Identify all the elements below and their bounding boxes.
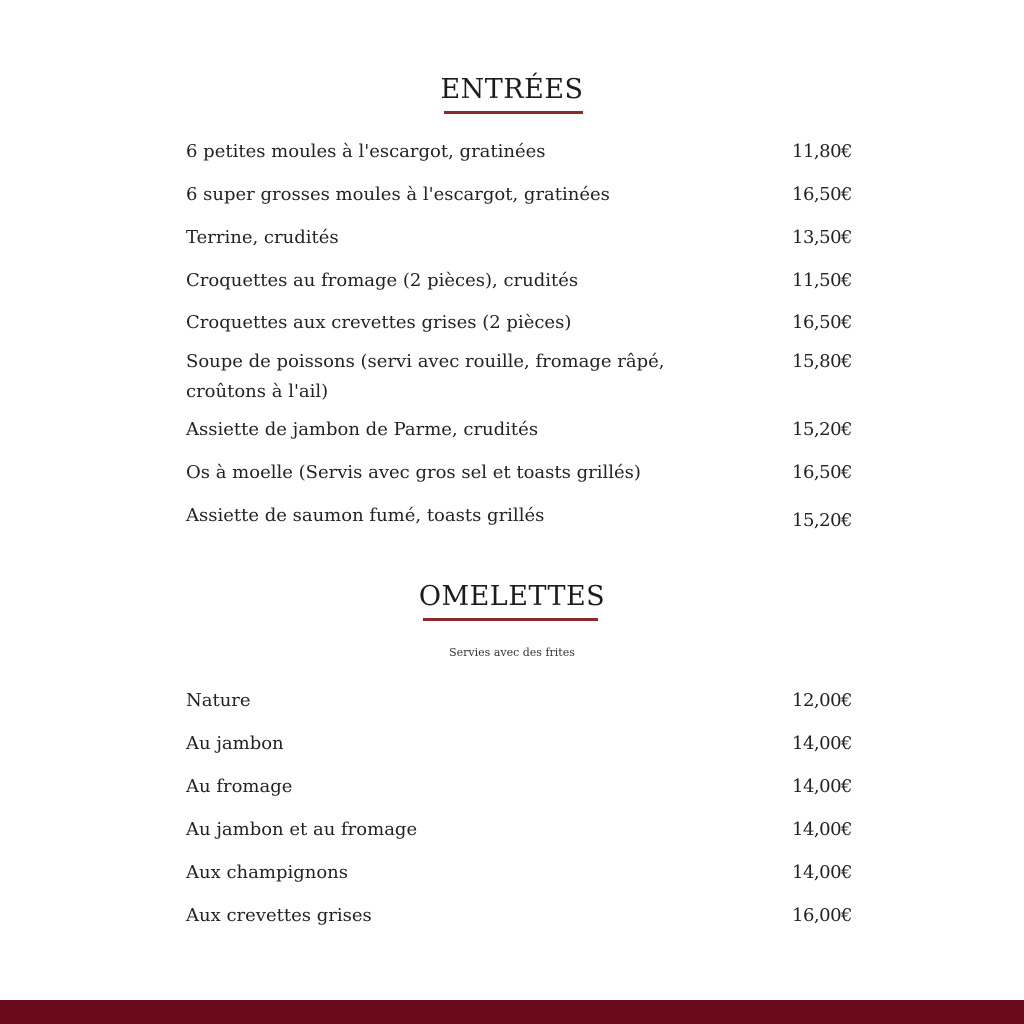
menu-item-price: 14,00€ <box>792 819 852 840</box>
entrees-underline <box>444 111 583 114</box>
menu-item-name: 6 super grosses moules à l'escargot, gratinées <box>186 184 610 205</box>
menu-item-name: Croquettes aux crevettes grises (2 pièces) <box>186 312 572 333</box>
menu-item-price: 11,80€ <box>792 141 852 162</box>
menu-item-name: Aux champignons <box>186 862 348 883</box>
menu-item-price: 16,00€ <box>792 905 852 926</box>
menu-item-price: 15,20€ <box>792 510 852 531</box>
menu-item-name: Assiette de saumon fumé, toasts grillés <box>186 505 545 526</box>
omelettes-title: OMELETTES <box>418 581 606 612</box>
menu-item-name: Terrine, crudités <box>186 227 339 248</box>
menu-item-name: 6 petites moules à l'escargot, gratinées <box>186 141 546 162</box>
menu-item-price: 15,20€ <box>792 419 852 440</box>
menu-item-price: 14,00€ <box>792 733 852 754</box>
omelettes-subtitle: Servies avec des frites <box>449 646 575 659</box>
footer-bar <box>0 1000 1024 1024</box>
omelettes-underline <box>423 618 598 621</box>
menu-item-name: Au fromage <box>186 776 293 797</box>
menu-item-name: Au jambon <box>186 733 284 754</box>
menu-item-price: 16,50€ <box>792 462 852 483</box>
menu-item-price: 15,80€ <box>792 351 852 372</box>
menu-item-name: Croquettes au fromage (2 pièces), crudités <box>186 270 579 291</box>
menu-item-name: Soupe de poissons (servi avec rouille, fromage râpé, croûtons à l'ail) <box>186 351 665 402</box>
menu-item-name: Assiette de jambon de Parme, crudités <box>186 419 539 440</box>
menu-item-name: Os à moelle (Servis avec gros sel et toasts grillés) <box>186 462 641 483</box>
menu-item-name: Aux crevettes grises <box>186 905 372 926</box>
menu-item-price: 11,50€ <box>792 270 852 291</box>
menu-item-price: 12,00€ <box>792 690 852 711</box>
menu-item-price: 13,50€ <box>792 227 852 248</box>
menu-item-price: 16,50€ <box>792 184 852 205</box>
entrees-title: ENTRÉES <box>440 74 584 105</box>
menu-item-name: Au jambon et au fromage <box>186 819 418 840</box>
menu-item-price: 14,00€ <box>792 776 852 797</box>
menu-item-price: 16,50€ <box>792 312 852 333</box>
menu-item-name: Nature <box>186 690 251 711</box>
menu-item-price: 14,00€ <box>792 862 852 883</box>
